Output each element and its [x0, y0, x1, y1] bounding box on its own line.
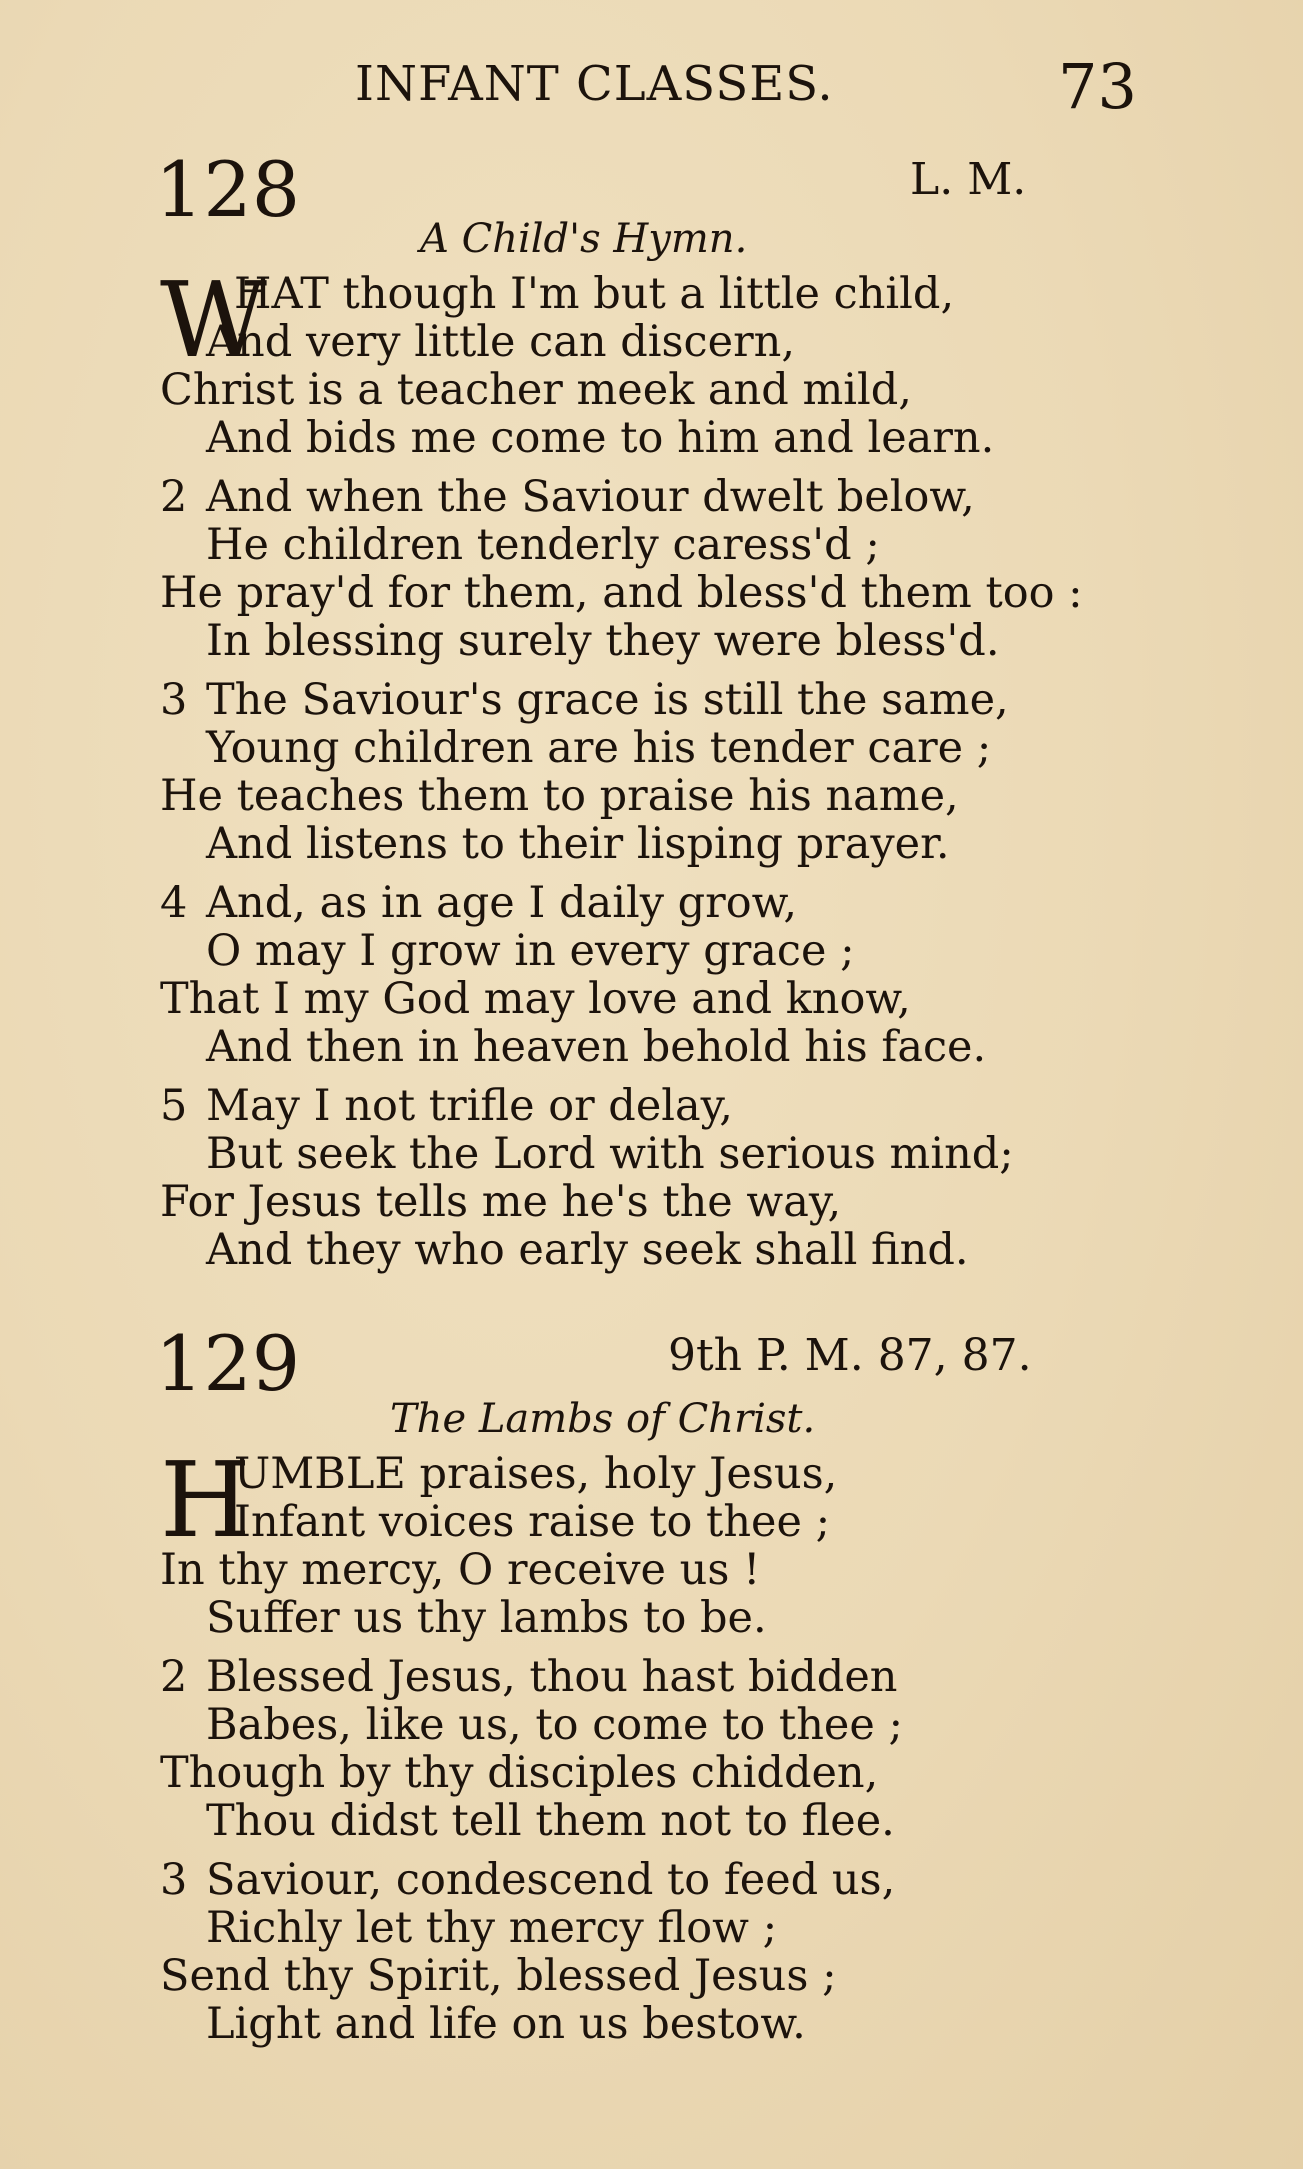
stanza-3	[160, 676, 1160, 868]
stanza-number: 2	[160, 1652, 188, 1702]
stanza-4	[160, 879, 1160, 1071]
running-title: INFANT CLASSES.	[355, 56, 834, 112]
verse-line: Babes, like us, to come to thee ;	[206, 1700, 903, 1750]
verse-line: UMBLE praises, holy Jesus,	[234, 1449, 838, 1499]
verse-line: For Jesus tells me he's the way,	[160, 1177, 842, 1227]
verse-line: And when the Saviour dwelt below,	[206, 472, 975, 522]
verse-line: And they who early seek shall find.	[206, 1225, 969, 1275]
stanza-number: 5	[160, 1081, 188, 1131]
verse-line: And listens to their lisping prayer.	[206, 819, 950, 869]
verse-line: Send thy Spirit, blessed Jesus ;	[160, 1951, 837, 2001]
stanza-number: 3	[160, 1855, 188, 1905]
stanza-2	[160, 473, 1160, 665]
verse-line: Saviour, condescend to feed us,	[206, 1855, 896, 1905]
verse-line: Young children are his tender care ;	[206, 723, 992, 773]
stanza-number: 3	[160, 675, 188, 725]
first-line-group	[160, 1439, 1160, 1561]
hymn-title: A Child's Hymn.	[420, 216, 748, 262]
stanza-2	[160, 1653, 1160, 1845]
stanza-number: 2	[160, 472, 188, 522]
verse-line: May I not trifle or delay,	[206, 1081, 733, 1131]
verse-line: In thy mercy, O receive us !	[160, 1545, 761, 1595]
verse-line: The Saviour's grace is still the same,	[206, 675, 1009, 725]
hymn-stanzas	[160, 259, 1160, 1285]
verse-line: He children tenderly caress'd ;	[206, 520, 880, 570]
verse-line: Richly let thy mercy flow ;	[206, 1903, 778, 1953]
verse-line: Christ is a teacher meek and mild,	[160, 365, 912, 415]
verse-line: That I my God may love and know,	[160, 974, 911, 1024]
stanza-5	[160, 1082, 1160, 1274]
hymn-title: The Lambs of Christ.	[390, 1396, 816, 1442]
hymn-meter: 9th P. M. 87, 87.	[668, 1330, 1032, 1381]
verse-line: He pray'd for them, and bless'd them too :	[160, 568, 1083, 618]
stanza-3	[160, 1856, 1160, 2048]
verse-line: O may I grow in every grace ;	[206, 926, 855, 976]
drop-cap: W	[160, 259, 267, 381]
verse-line: In blessing surely they were bless'd.	[206, 616, 1000, 666]
stanza-1	[160, 259, 1160, 463]
verse-line: HAT though I'm but a little child,	[234, 269, 955, 319]
verse-line: And very little can discern,	[206, 317, 796, 367]
verse-line: Thou didst tell them not to flee.	[206, 1796, 895, 1846]
hymn-meter: L. M.	[910, 154, 1027, 205]
verse-line: Light and life on us bestow.	[206, 1999, 806, 2049]
hymn-stanzas	[160, 1439, 1160, 2059]
verse-line: And, as in age I daily grow,	[206, 878, 797, 928]
first-line-group	[160, 259, 1160, 381]
verse-line: Infant voices raise to thee ;	[234, 1497, 831, 1547]
verse-line: But seek the Lord with serious mind;	[206, 1129, 1014, 1179]
verse-line: Though by thy disciples chidden,	[160, 1748, 879, 1798]
verse-line: Blessed Jesus, thou hast bidden	[206, 1652, 898, 1702]
hymn-number: 128	[155, 145, 301, 234]
verse-line: Suffer us thy lambs to be.	[206, 1593, 767, 1643]
stanza-1	[160, 1439, 1160, 1643]
stanza-number: 4	[160, 878, 188, 928]
hymn-number: 129	[155, 1319, 301, 1408]
page-header	[0, 50, 1303, 123]
verse-line: And then in heaven behold his face.	[206, 1022, 987, 1072]
page-number: 73	[1058, 50, 1137, 123]
verse-line: He teaches them to praise his name,	[160, 771, 959, 821]
verse-line: And bids me come to him and learn.	[206, 413, 995, 463]
drop-cap: H	[160, 1439, 251, 1561]
